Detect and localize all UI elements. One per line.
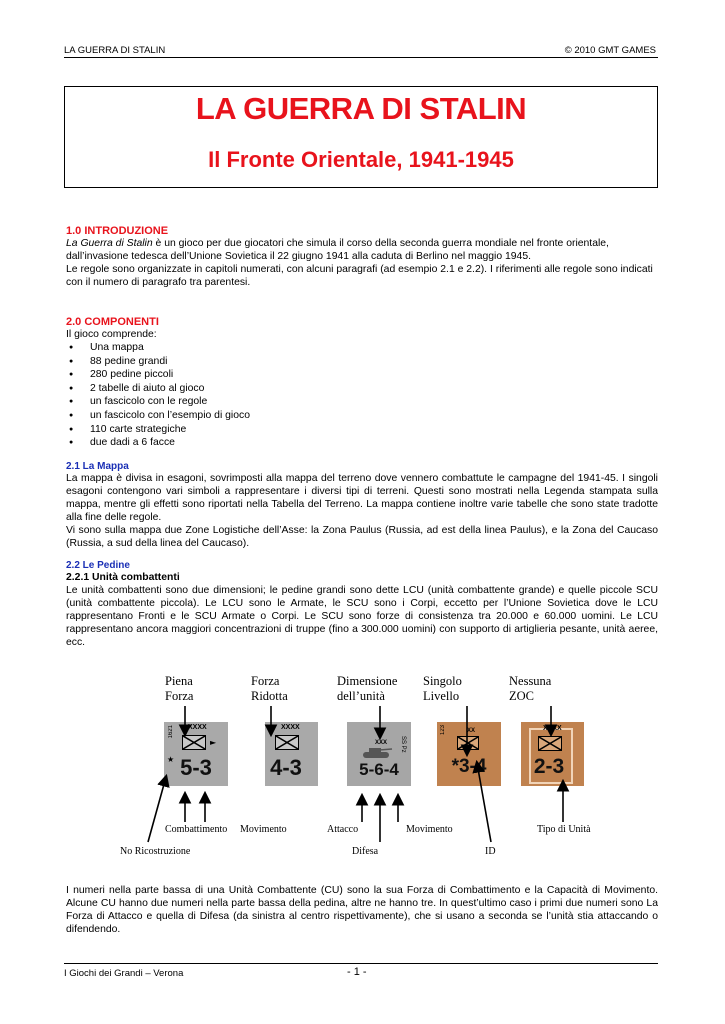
counter-size: XXXX bbox=[188, 724, 207, 731]
paragraph: Vi sono sulla mappa due Zone Logistiche dell’Asse: la Zona Paulus (Russia, ad est della linea Paulus), e la Zona del Caucaso (Russia, a sud della linea del Caucaso). bbox=[66, 525, 658, 549]
list-item: ● 2 tabelle di aiuto al gioco bbox=[66, 382, 658, 396]
list-item: ● un fascicolo con le regole bbox=[66, 395, 658, 409]
paragraph bbox=[66, 237, 658, 263]
list-item: ● 280 pedine piccoli bbox=[66, 368, 658, 382]
paragraph: Le unità combattenti sono due dimensioni; le pedine grandi sono dette LCU (unità combattente grande) e quelle piccole SCU (unità combattente piccola). Le LCU sono le Armate, le SCU sono i Corpi, eccetto per l’Unione Sovietica dove le LCU rappresentano Fronti e le SCU Armate o Corpi. Le SCU sono forze di consistenza tra 20.000 e 60.000 uomini. Le LCU rappresentano ancora maggiori concentrazioni di truppe (fino a 300.000 uomini) con supporto di artiglieria pesante, unità aeree, ecc. bbox=[66, 585, 658, 648]
list-item: ● 110 carte strategiche bbox=[66, 423, 658, 437]
title-box bbox=[64, 86, 658, 188]
subsection-heading: 2.2 Le Pedine bbox=[66, 560, 130, 571]
arrow-marker-icon: ► bbox=[210, 738, 217, 747]
label-dimensione: Dimensione dell’unità bbox=[337, 674, 398, 703]
label-singolo-livello: Singolo Livello bbox=[423, 674, 462, 703]
list-item: ● 88 pedine grandi bbox=[66, 355, 658, 369]
label-piena-forza: Piena Forza bbox=[165, 674, 194, 703]
section-pedine bbox=[66, 560, 658, 649]
label-movimento-2: Movimento bbox=[406, 824, 453, 835]
paragraph: La mappa è divisa in esagoni, sovrimposti alla mappa del terreno dove vennero combattute le campagne del 1941-45. I singoli esagoni contengono vari simboli a rappresentare i diversi tipi di terreni. Questi sono mostrati nella Legenda stampata sulla mappa, mentre gli effetti sono riportati nella Tabella del Terreno. La mappa contiene inoltre varie tabelle che sono state tradotte alla fine delle regole. bbox=[66, 473, 658, 523]
paragraph: I numeri nella parte bassa di una Unità Combattente (CU) sono la sua Forza di Combattimento e la Capacità di Movimento. Alcune CU hanno due numeri nella parte bassa della pedina, altre ne hanno tre. In quest’ultimo caso i primi due numeri sono La Forza di Attacco e quella di Difesa (da sinistra al centro rispettivamente), che si usano a seconda se l’unità stia attaccando o difendendo. bbox=[66, 885, 658, 935]
label-difesa: Difesa bbox=[352, 846, 379, 857]
label-attacco: Attacco bbox=[327, 824, 359, 835]
document-title: LA GUERRA DI STALIN bbox=[195, 91, 527, 126]
counter-size: XXXX bbox=[543, 725, 562, 732]
section-heading: 1.0 INTRODUZIONE bbox=[66, 225, 169, 237]
counter-size: XXXX bbox=[281, 724, 300, 731]
label-id: ID bbox=[485, 846, 496, 857]
counter-diagram bbox=[0, 672, 725, 867]
label-nessuna-zoc: Nessuna ZOC bbox=[509, 674, 552, 703]
section-introduzione bbox=[66, 225, 658, 289]
counter-value: 4-3 bbox=[270, 755, 302, 780]
paragraph-text: è un gioco per due giocatori che simula il corso della seconda guerra mondiale nel fronte orientale, dall’invasione tedesca dell’Unione Sovietica il 22 giugno 1941 alla caduta di Berlino nel maggio 1945. bbox=[66, 238, 609, 262]
subsubsection-heading: 2.2.1 Unità combattenti bbox=[66, 572, 180, 583]
label-forza-ridotta: Forza Ridotta bbox=[251, 674, 288, 703]
list-item: ● un fascicolo con l’esempio di gioco bbox=[66, 409, 658, 423]
label-no-ricostruzione: No Ricostruzione bbox=[120, 846, 191, 857]
paragraph: Le regole sono organizzate in capitoli numerati, con alcuni paragrafi (ad esempio 2.1 e 2.2). I riferimenti alle regole sono indicati con il numero di paragrafo tra parentesi. bbox=[66, 264, 653, 288]
counter-value: 5-3 bbox=[180, 755, 212, 780]
counter-value: 2-3 bbox=[533, 755, 565, 778]
label-combattimento: Combattimento bbox=[165, 824, 228, 835]
section-mappa bbox=[66, 461, 658, 550]
counter-size: XXX bbox=[375, 740, 388, 746]
header-rule bbox=[64, 57, 658, 58]
section-heading: 2.0 COMPONENTI bbox=[66, 316, 159, 328]
footer-rule bbox=[64, 963, 658, 964]
components-list bbox=[66, 341, 658, 450]
section-componenti bbox=[66, 316, 658, 450]
counter-id: 1621 bbox=[168, 725, 174, 739]
list-item: ● due dadi a 6 facce bbox=[66, 436, 658, 450]
header-left: LA GUERRA DI STALIN bbox=[64, 45, 166, 56]
counter-id: 123 bbox=[440, 725, 446, 736]
counter-value: 5-6-4 bbox=[359, 760, 399, 779]
counter-value: *3-4 bbox=[451, 756, 487, 777]
label-movimento: Movimento bbox=[240, 824, 287, 835]
star-icon: ★ bbox=[167, 755, 175, 764]
counter-size: XX bbox=[467, 728, 476, 734]
header-right: © 2010 GMT GAMES bbox=[564, 45, 656, 56]
page-number: - 1 - bbox=[347, 966, 367, 978]
subsection-heading: 2.1 La Mappa bbox=[66, 461, 129, 472]
list-item: ● Una mappa bbox=[66, 341, 658, 355]
callout-arrows bbox=[0, 672, 725, 867]
counter-id: SS Pz bbox=[400, 736, 406, 753]
list-intro: Il gioco comprende: bbox=[66, 329, 157, 340]
game-title-italic: La Guerra di Stalin bbox=[66, 238, 153, 249]
footer-left: I Giochi dei Grandi – Verona bbox=[64, 968, 184, 979]
document-subtitle: Il Fronte Orientale, 1941-1945 bbox=[208, 147, 514, 172]
label-tipo-unita: Tipo di Unità bbox=[537, 824, 591, 835]
